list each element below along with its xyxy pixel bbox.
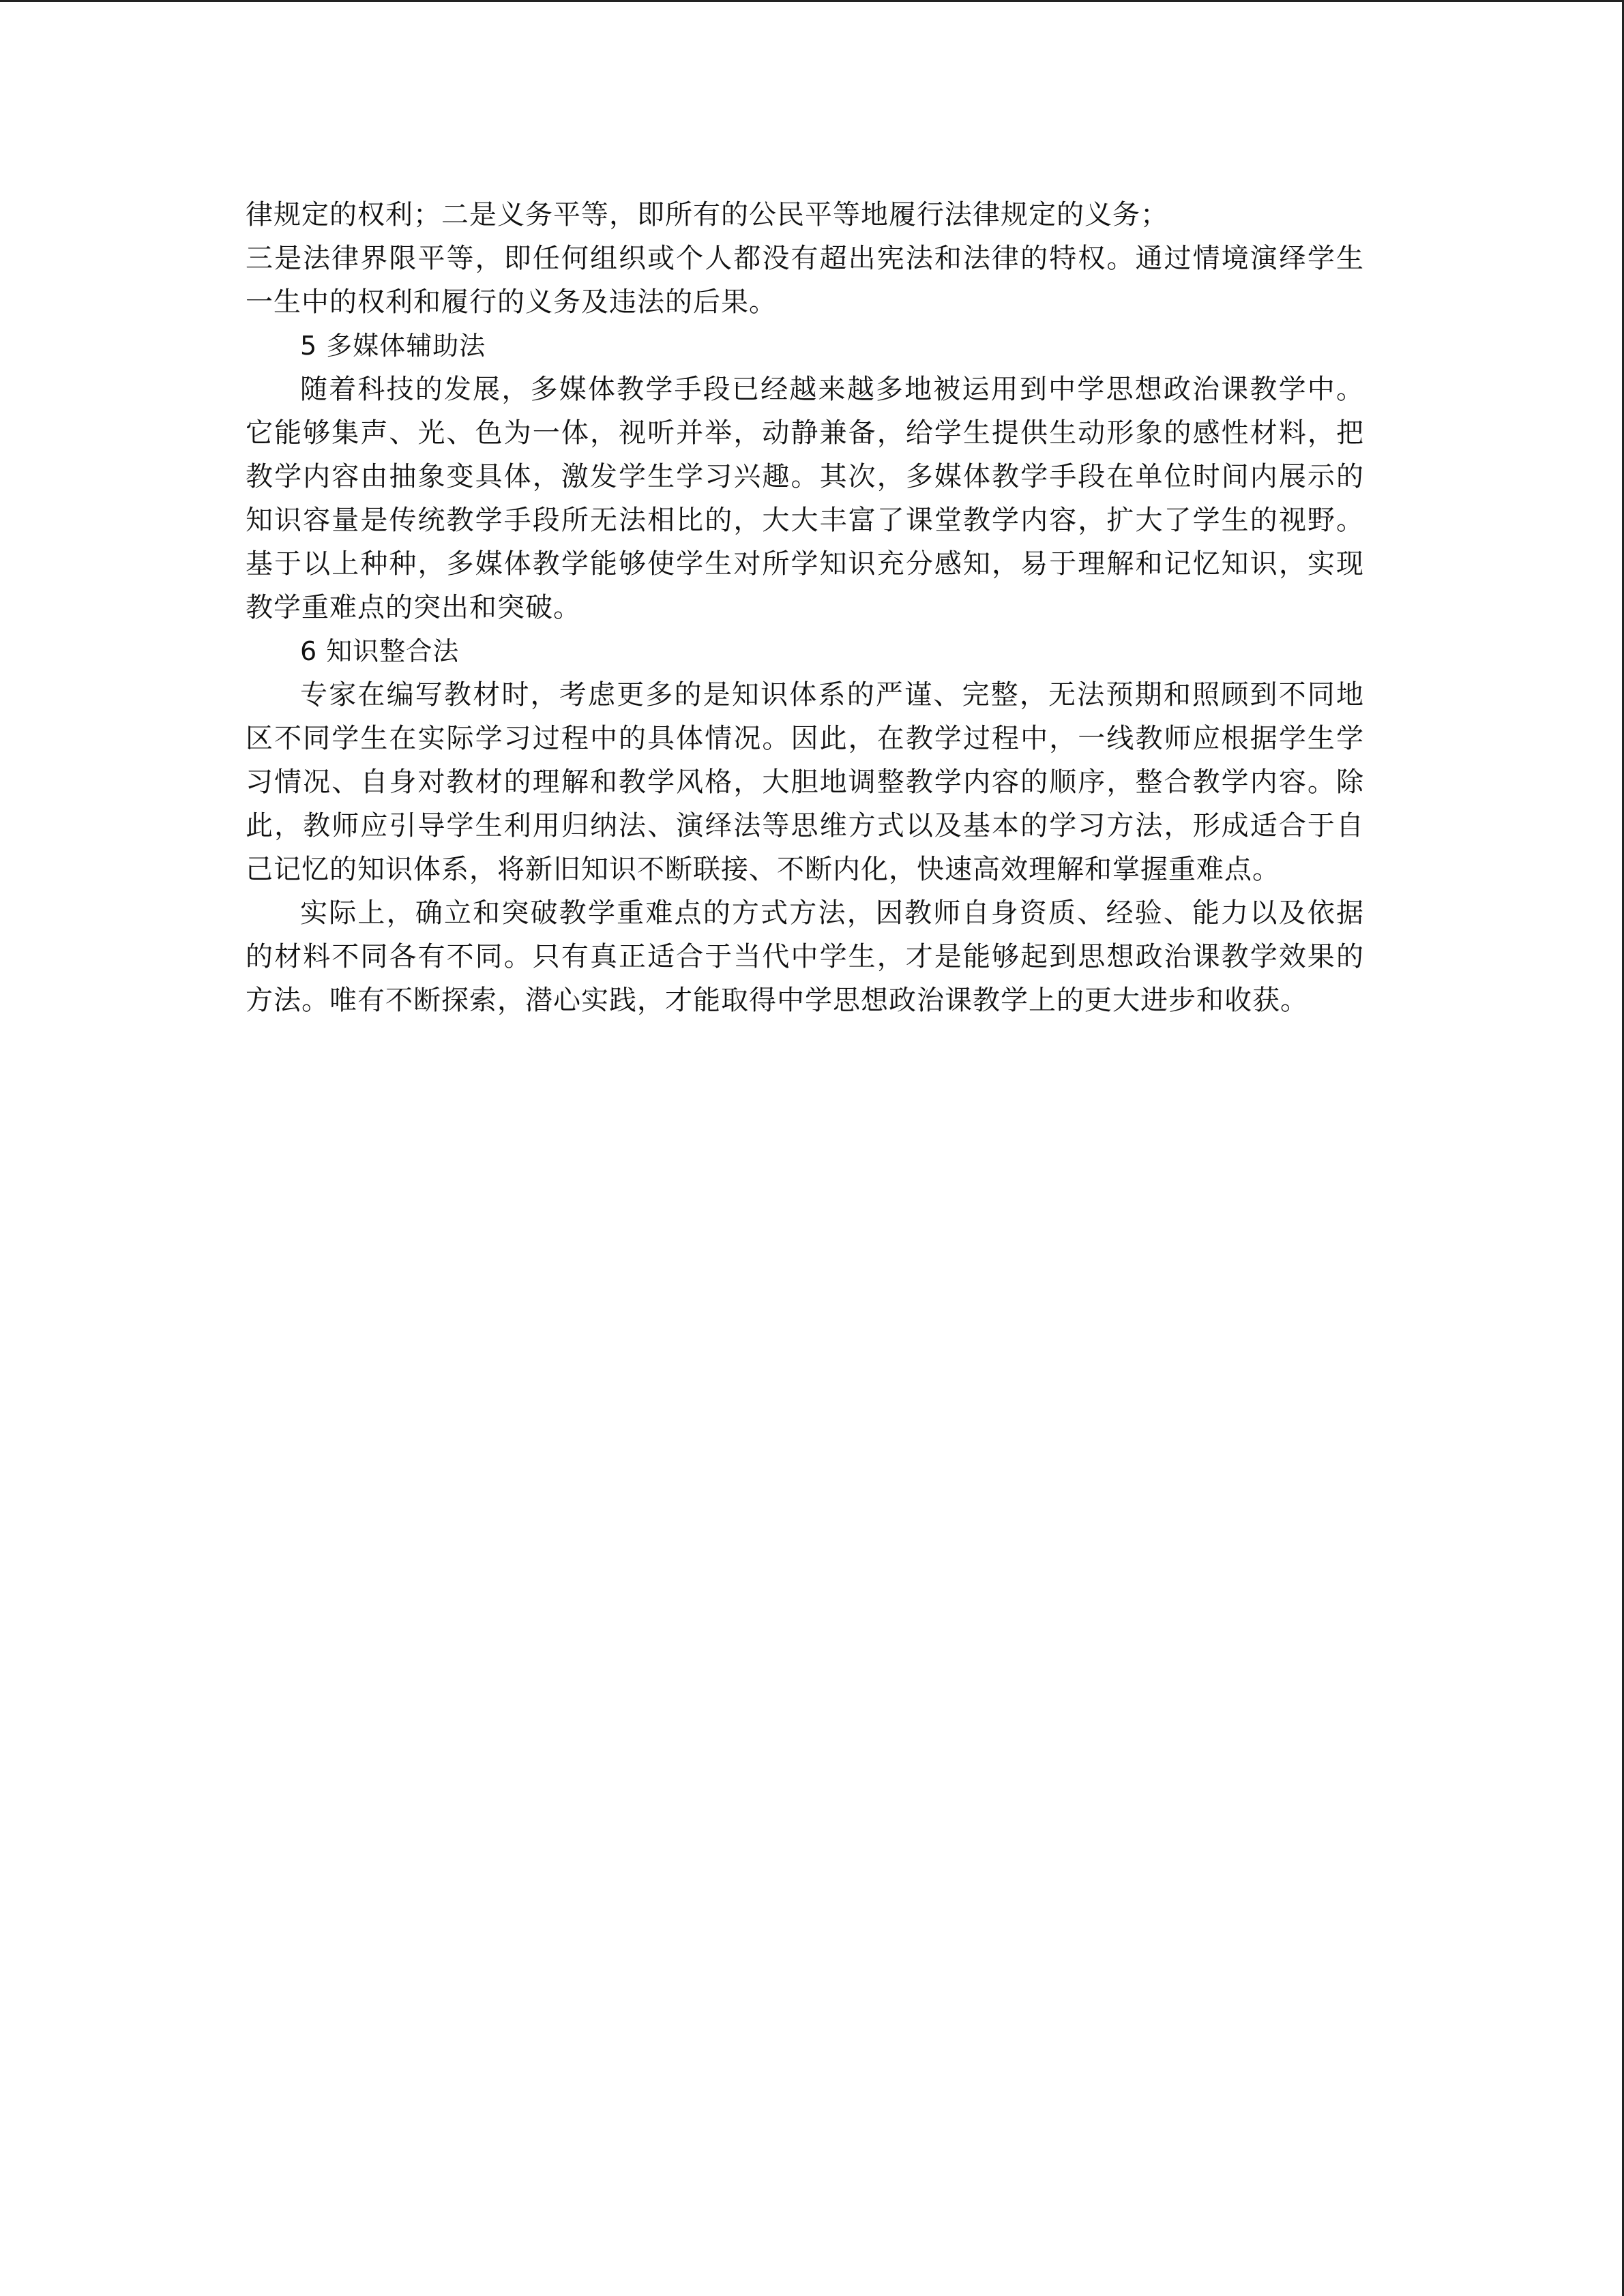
paragraph-multimedia bbox=[246, 368, 1364, 629]
paragraph-conclusion bbox=[246, 891, 1364, 1022]
text-line: 教学重难点的突出和突破。 bbox=[246, 592, 581, 623]
text-line: 方法。唯有不断探索，潜心实践，才能取得中学思想政治课教学上的更大进步和收获。 bbox=[246, 985, 1308, 1016]
text-line: 三是法律界限平等，即任何组织或个人都没有超出宪法和法律的特权。通过情境演绎学生 bbox=[246, 243, 1364, 274]
section-heading-multimedia: 5 多媒体辅助法 bbox=[300, 331, 486, 361]
paragraph-continuation bbox=[246, 193, 1364, 237]
text-line: 随着科技的发展，多媒体教学手段已经越来越多地被运用到中学思想政治课教学中。 bbox=[300, 374, 1364, 405]
section-heading-knowledge-integration: 6 知识整合法 bbox=[300, 636, 460, 666]
text-line: 一生中的权利和履行的义务及违法的后果。 bbox=[246, 286, 777, 318]
text-line: 此，教师应引导学生利用归纳法、演绎法等思维方式以及基本的学习方法，形成适合于自 bbox=[246, 810, 1364, 841]
text-line: 习情况、自身对教材的理解和教学风格，大胆地调整教学内容的顺序，整合教学内容。除 bbox=[246, 766, 1364, 798]
text-line: 专家在编写教材时，考虑更多的是知识体系的严谨、完整，无法预期和照顾到不同地 bbox=[300, 679, 1364, 711]
text-line: 知识容量是传统教学手段所无法相比的，大大丰富了课堂教学内容，扩大了学生的视野。 bbox=[246, 505, 1364, 536]
document-body bbox=[246, 193, 1364, 1022]
text-line: 它能够集声、光、色为一体，视听并举，动静兼备，给学生提供生动形象的感性材料，把 bbox=[246, 417, 1364, 449]
text-line: 的材料不同各有不同。只有真正适合于当代中学生，才是能够起到思想政治课教学效果的 bbox=[246, 941, 1364, 972]
text-line: 律规定的权利；二是义务平等，即所有的公民平等地履行法律规定的义务； bbox=[246, 199, 1168, 230]
paragraph-equality bbox=[246, 237, 1364, 324]
text-line: 实际上，确立和突破教学重难点的方式方法，因教师自身资质、经验、能力以及依据 bbox=[300, 897, 1364, 929]
text-line: 基于以上种种，多媒体教学能够使学生对所学知识充分感知，易于理解和记忆知识，实现 bbox=[246, 548, 1364, 580]
text-line: 区不同学生在实际学习过程中的具体情况。因此，在教学过程中，一线教师应根据学生学 bbox=[246, 723, 1364, 754]
text-line: 己记忆的知识体系，将新旧知识不断联接、不断内化，快速高效理解和掌握重难点。 bbox=[246, 854, 1280, 885]
paragraph-knowledge-integration bbox=[246, 673, 1364, 891]
text-line: 教学内容由抽象变具体，激发学生学习兴趣。其次，多媒体教学手段在单位时间内展示的 bbox=[246, 461, 1364, 492]
